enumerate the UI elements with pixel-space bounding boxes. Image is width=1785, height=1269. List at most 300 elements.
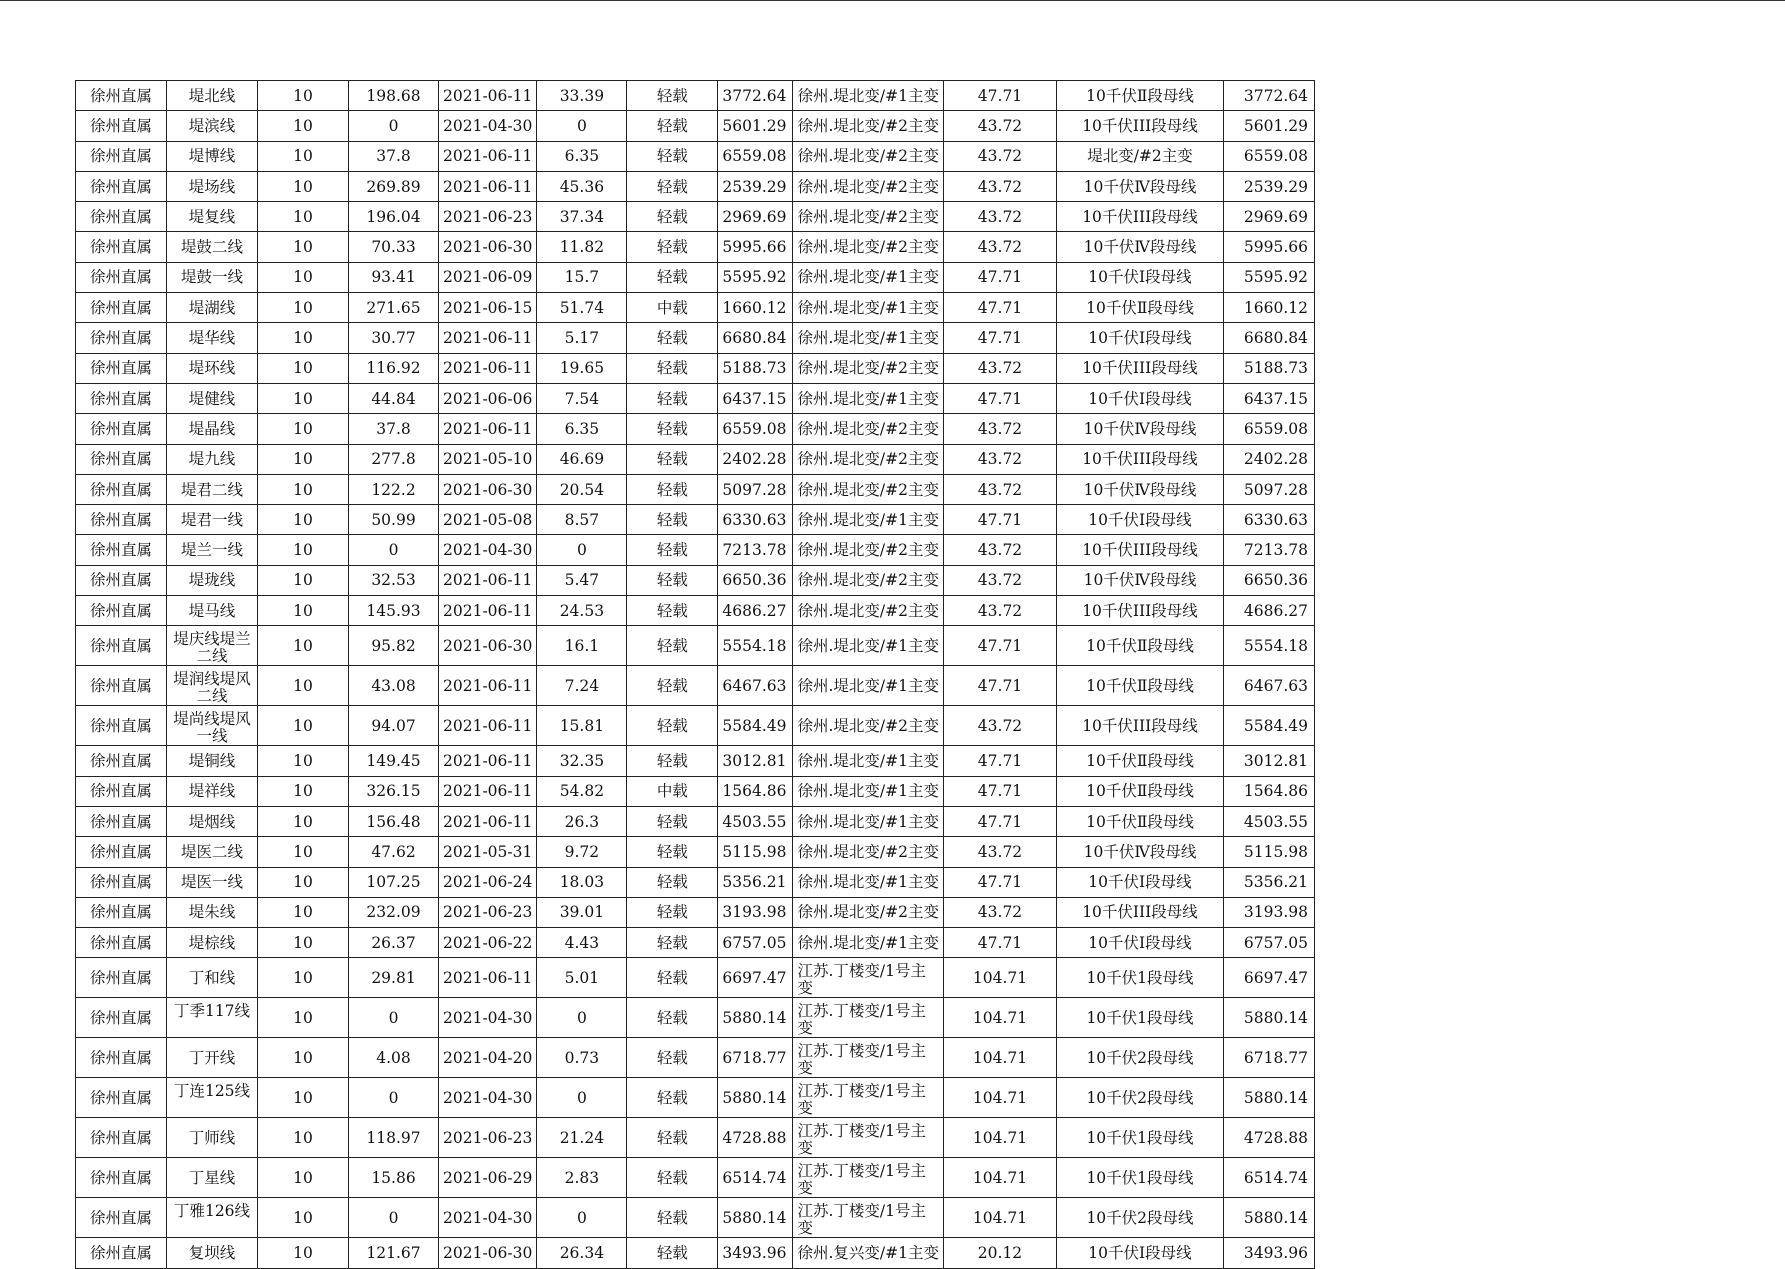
- remaining-capacity-cell: 4503.55: [718, 806, 793, 836]
- table-row: [76, 806, 1315, 836]
- voltage-cell: 10: [258, 1118, 349, 1158]
- table-row: [76, 1198, 1315, 1238]
- table-row: [76, 1118, 1315, 1158]
- voltage-cell: 10: [258, 565, 349, 595]
- load-status-cell: 轻载: [627, 1238, 718, 1268]
- voltage-cell: 10: [258, 1238, 349, 1268]
- transformer-load-rate-cell: 43.72: [943, 141, 1056, 171]
- bus-cell: 10千伏Ⅱ段母线: [1056, 776, 1223, 806]
- load-rate-cell: 0: [537, 535, 627, 565]
- transformer-cell: 江苏.丁楼变/1号主变: [793, 1118, 944, 1158]
- line-name-cell: 堤场线: [167, 171, 258, 201]
- date-cell: 2021-06-15: [439, 293, 537, 323]
- available-capacity-cell: 6757.05: [1223, 928, 1314, 958]
- table-row: [76, 746, 1315, 776]
- unit-cell: 徐州直属: [76, 141, 167, 171]
- transformer-load-rate-cell: 47.71: [943, 626, 1056, 666]
- unit-cell: 徐州直属: [76, 867, 167, 897]
- line-name-cell: 丁和线: [167, 958, 258, 998]
- current-cell: 47.62: [349, 837, 439, 867]
- current-cell: 118.97: [349, 1118, 439, 1158]
- remaining-capacity-cell: 2402.28: [718, 444, 793, 474]
- remaining-capacity-cell: 6757.05: [718, 928, 793, 958]
- transformer-load-rate-cell: 104.71: [943, 958, 1056, 998]
- bus-cell: 堤北变/#2主变: [1056, 141, 1223, 171]
- table-row: [76, 837, 1315, 867]
- load-status-cell: 轻载: [627, 837, 718, 867]
- transformer-cell: 徐州.堤北变/#1主变: [793, 626, 944, 666]
- unit-cell: 徐州直属: [76, 383, 167, 413]
- remaining-capacity-cell: 6330.63: [718, 505, 793, 535]
- current-cell: 0: [349, 998, 439, 1038]
- table-row: [76, 596, 1315, 626]
- voltage-cell: 10: [258, 1158, 349, 1198]
- load-rate-cell: 26.34: [537, 1238, 627, 1268]
- transformer-load-rate-cell: 43.72: [943, 706, 1056, 746]
- current-cell: 44.84: [349, 383, 439, 413]
- date-cell: 2021-04-30: [439, 1198, 537, 1238]
- load-status-cell: 轻载: [627, 232, 718, 262]
- remaining-capacity-cell: 5995.66: [718, 232, 793, 262]
- load-status-cell: 中载: [627, 776, 718, 806]
- bus-cell: 10千伏1段母线: [1056, 1158, 1223, 1198]
- load-rate-cell: 24.53: [537, 596, 627, 626]
- load-status-cell: 轻载: [627, 897, 718, 927]
- unit-cell: 徐州直属: [76, 262, 167, 292]
- line-name-cell: 堤鼓二线: [167, 232, 258, 262]
- unit-cell: 徐州直属: [76, 171, 167, 201]
- current-cell: 37.8: [349, 141, 439, 171]
- transformer-cell: 徐州.复兴变/#1主变: [793, 1238, 944, 1268]
- bus-cell: 10千伏Ⅰ段母线: [1056, 867, 1223, 897]
- available-capacity-cell: 2402.28: [1223, 444, 1314, 474]
- available-capacity-cell: 6330.63: [1223, 505, 1314, 535]
- bus-cell: 10千伏2段母线: [1056, 1078, 1223, 1118]
- load-rate-cell: 8.57: [537, 505, 627, 535]
- available-capacity-cell: 5880.14: [1223, 1078, 1314, 1118]
- bus-cell: 10千伏Ⅱ段母线: [1056, 746, 1223, 776]
- load-rate-cell: 5.01: [537, 958, 627, 998]
- table-row: [76, 171, 1315, 201]
- available-capacity-cell: 6467.63: [1223, 666, 1314, 706]
- date-cell: 2021-06-23: [439, 1118, 537, 1158]
- line-name-cell: 堤祥线: [167, 776, 258, 806]
- bus-cell: 10千伏III段母线: [1056, 897, 1223, 927]
- transformer-load-rate-cell: 43.72: [943, 414, 1056, 444]
- load-rate-cell: 0: [537, 111, 627, 141]
- line-name-cell: 堤九线: [167, 444, 258, 474]
- unit-cell: 徐州直属: [76, 81, 167, 111]
- current-cell: 4.08: [349, 1038, 439, 1078]
- transformer-cell: 徐州.堤北变/#2主变: [793, 837, 944, 867]
- load-rate-cell: 16.1: [537, 626, 627, 666]
- bus-cell: 10千伏Ⅰ段母线: [1056, 323, 1223, 353]
- transformer-cell: 江苏.丁楼变/1号主变: [793, 958, 944, 998]
- table-row: [76, 666, 1315, 706]
- date-cell: 2021-06-23: [439, 897, 537, 927]
- unit-cell: 徐州直属: [76, 1118, 167, 1158]
- date-cell: 2021-06-11: [439, 666, 537, 706]
- remaining-capacity-cell: 1660.12: [718, 293, 793, 323]
- unit-cell: 徐州直属: [76, 111, 167, 141]
- date-cell: 2021-05-31: [439, 837, 537, 867]
- date-cell: 2021-04-20: [439, 1038, 537, 1078]
- transformer-cell: 徐州.堤北变/#1主变: [793, 323, 944, 353]
- bus-cell: 10千伏III段母线: [1056, 353, 1223, 383]
- load-rate-cell: 5.17: [537, 323, 627, 353]
- transformer-cell: 徐州.堤北变/#1主变: [793, 262, 944, 292]
- date-cell: 2021-06-11: [439, 414, 537, 444]
- line-name-cell: 堤兰一线: [167, 535, 258, 565]
- current-cell: 0: [349, 535, 439, 565]
- load-status-cell: 轻载: [627, 1078, 718, 1118]
- remaining-capacity-cell: 5097.28: [718, 474, 793, 504]
- load-status-cell: 轻载: [627, 928, 718, 958]
- load-rate-cell: 45.36: [537, 171, 627, 201]
- date-cell: 2021-06-11: [439, 776, 537, 806]
- load-rate-cell: 51.74: [537, 293, 627, 323]
- available-capacity-cell: 1660.12: [1223, 293, 1314, 323]
- unit-cell: 徐州直属: [76, 596, 167, 626]
- current-cell: 50.99: [349, 505, 439, 535]
- load-status-cell: 轻载: [627, 565, 718, 595]
- available-capacity-cell: 3493.96: [1223, 1238, 1314, 1268]
- voltage-cell: 10: [258, 958, 349, 998]
- bus-cell: 10千伏1段母线: [1056, 958, 1223, 998]
- transformer-cell: 徐州.堤北变/#1主变: [793, 806, 944, 836]
- load-rate-cell: 54.82: [537, 776, 627, 806]
- bus-cell: 10千伏Ⅱ段母线: [1056, 81, 1223, 111]
- date-cell: 2021-06-23: [439, 202, 537, 232]
- load-status-cell: 轻载: [627, 1038, 718, 1078]
- bus-cell: 10千伏2段母线: [1056, 1038, 1223, 1078]
- transformer-load-rate-cell: 43.72: [943, 535, 1056, 565]
- available-capacity-cell: 5601.29: [1223, 111, 1314, 141]
- line-name-cell: 堤北线: [167, 81, 258, 111]
- load-status-cell: 轻载: [627, 626, 718, 666]
- available-capacity-cell: 5356.21: [1223, 867, 1314, 897]
- line-name-cell: 丁雅126线: [167, 1198, 258, 1238]
- remaining-capacity-cell: 4728.88: [718, 1118, 793, 1158]
- table-row: [76, 998, 1315, 1038]
- available-capacity-cell: 2969.69: [1223, 202, 1314, 232]
- remaining-capacity-cell: 5115.98: [718, 837, 793, 867]
- current-cell: 116.92: [349, 353, 439, 383]
- line-name-cell: 堤医二线: [167, 837, 258, 867]
- available-capacity-cell: 3193.98: [1223, 897, 1314, 927]
- load-rate-cell: 0: [537, 1198, 627, 1238]
- transformer-cell: 徐州.堤北变/#2主变: [793, 596, 944, 626]
- load-rate-cell: 7.54: [537, 383, 627, 413]
- load-status-cell: 轻载: [627, 505, 718, 535]
- transformer-cell: 徐州.堤北变/#2主变: [793, 141, 944, 171]
- current-cell: 93.41: [349, 262, 439, 292]
- transformer-load-rate-cell: 43.72: [943, 202, 1056, 232]
- date-cell: 2021-06-22: [439, 928, 537, 958]
- date-cell: 2021-06-06: [439, 383, 537, 413]
- transformer-load-rate-cell: 47.71: [943, 806, 1056, 836]
- remaining-capacity-cell: 1564.86: [718, 776, 793, 806]
- transformer-load-rate-cell: 43.72: [943, 111, 1056, 141]
- load-status-cell: 轻载: [627, 746, 718, 776]
- table-row: [76, 111, 1315, 141]
- transformer-cell: 徐州.堤北变/#2主变: [793, 706, 944, 746]
- date-cell: 2021-06-29: [439, 1158, 537, 1198]
- available-capacity-cell: 5595.92: [1223, 262, 1314, 292]
- remaining-capacity-cell: 3193.98: [718, 897, 793, 927]
- date-cell: 2021-06-11: [439, 958, 537, 998]
- current-cell: 37.8: [349, 414, 439, 444]
- load-status-cell: 轻载: [627, 111, 718, 141]
- voltage-cell: 10: [258, 474, 349, 504]
- transformer-load-rate-cell: 47.71: [943, 505, 1056, 535]
- line-name-cell: 丁连125线: [167, 1078, 258, 1118]
- voltage-cell: 10: [258, 1078, 349, 1118]
- transformer-cell: 徐州.堤北变/#1主变: [793, 746, 944, 776]
- table-row: [76, 293, 1315, 323]
- unit-cell: 徐州直属: [76, 1078, 167, 1118]
- remaining-capacity-cell: 6559.08: [718, 414, 793, 444]
- line-name-cell: 堤湖线: [167, 293, 258, 323]
- load-rate-cell: 0: [537, 1078, 627, 1118]
- remaining-capacity-cell: 3012.81: [718, 746, 793, 776]
- current-cell: 196.04: [349, 202, 439, 232]
- line-name-cell: 丁季117线: [167, 998, 258, 1038]
- transformer-load-rate-cell: 47.71: [943, 262, 1056, 292]
- table-row: [76, 262, 1315, 292]
- transformer-cell: 徐州.堤北变/#2主变: [793, 565, 944, 595]
- load-rate-cell: 6.35: [537, 141, 627, 171]
- unit-cell: 徐州直属: [76, 666, 167, 706]
- table-row: [76, 1078, 1315, 1118]
- unit-cell: 徐州直属: [76, 746, 167, 776]
- line-name-cell: 丁开线: [167, 1038, 258, 1078]
- table-row: [76, 1038, 1315, 1078]
- voltage-cell: 10: [258, 171, 349, 201]
- table-row: [76, 141, 1315, 171]
- unit-cell: 徐州直属: [76, 232, 167, 262]
- current-cell: 277.8: [349, 444, 439, 474]
- load-rate-cell: 7.24: [537, 666, 627, 706]
- unit-cell: 徐州直属: [76, 998, 167, 1038]
- bus-cell: 10千伏Ⅰ段母线: [1056, 262, 1223, 292]
- table-row: [76, 81, 1315, 111]
- transformer-load-rate-cell: 47.71: [943, 81, 1056, 111]
- current-cell: 271.65: [349, 293, 439, 323]
- voltage-cell: 10: [258, 998, 349, 1038]
- table-row: [76, 1238, 1315, 1268]
- load-rate-cell: 11.82: [537, 232, 627, 262]
- transformer-cell: 江苏.丁楼变/1号主变: [793, 1198, 944, 1238]
- transformer-cell: 江苏.丁楼变/1号主变: [793, 1158, 944, 1198]
- transformer-cell: 徐州.堤北变/#2主变: [793, 171, 944, 201]
- remaining-capacity-cell: 5188.73: [718, 353, 793, 383]
- load-status-cell: 轻载: [627, 596, 718, 626]
- transformer-load-rate-cell: 43.72: [943, 474, 1056, 504]
- remaining-capacity-cell: 6467.63: [718, 666, 793, 706]
- line-name-cell: 堤朱线: [167, 897, 258, 927]
- voltage-cell: 10: [258, 706, 349, 746]
- line-name-cell: 堤棕线: [167, 928, 258, 958]
- date-cell: 2021-04-30: [439, 1078, 537, 1118]
- unit-cell: 徐州直属: [76, 474, 167, 504]
- transformer-cell: 徐州.堤北变/#2主变: [793, 474, 944, 504]
- current-cell: 30.77: [349, 323, 439, 353]
- available-capacity-cell: 3012.81: [1223, 746, 1314, 776]
- voltage-cell: 10: [258, 1198, 349, 1238]
- load-status-cell: 轻载: [627, 353, 718, 383]
- load-status-cell: 轻载: [627, 958, 718, 998]
- voltage-cell: 10: [258, 353, 349, 383]
- current-cell: 70.33: [349, 232, 439, 262]
- transformer-load-rate-cell: 47.71: [943, 746, 1056, 776]
- voltage-cell: 10: [258, 262, 349, 292]
- transformer-cell: 徐州.堤北变/#2主变: [793, 414, 944, 444]
- transformer-load-rate-cell: 43.72: [943, 353, 1056, 383]
- date-cell: 2021-06-11: [439, 806, 537, 836]
- bus-cell: 10千伏Ⅱ段母线: [1056, 666, 1223, 706]
- transformer-cell: 徐州.堤北变/#2主变: [793, 202, 944, 232]
- current-cell: 149.45: [349, 746, 439, 776]
- load-rate-cell: 15.81: [537, 706, 627, 746]
- bus-cell: 10千伏Ⅳ段母线: [1056, 565, 1223, 595]
- table-row: [76, 626, 1315, 666]
- load-rate-cell: 33.39: [537, 81, 627, 111]
- table-row: [76, 232, 1315, 262]
- table-body: [76, 81, 1315, 1269]
- unit-cell: 徐州直属: [76, 928, 167, 958]
- voltage-cell: 10: [258, 111, 349, 141]
- date-cell: 2021-06-11: [439, 141, 537, 171]
- unit-cell: 徐州直属: [76, 1198, 167, 1238]
- unit-cell: 徐州直属: [76, 837, 167, 867]
- load-status-cell: 轻载: [627, 171, 718, 201]
- current-cell: 232.09: [349, 897, 439, 927]
- line-name-cell: 堤君二线: [167, 474, 258, 504]
- load-status-cell: 轻载: [627, 323, 718, 353]
- available-capacity-cell: 5880.14: [1223, 998, 1314, 1038]
- transformer-cell: 徐州.堤北变/#1主变: [793, 666, 944, 706]
- date-cell: 2021-06-30: [439, 474, 537, 504]
- voltage-cell: 10: [258, 666, 349, 706]
- voltage-cell: 10: [258, 928, 349, 958]
- remaining-capacity-cell: 5595.92: [718, 262, 793, 292]
- unit-cell: 徐州直属: [76, 706, 167, 746]
- voltage-cell: 10: [258, 806, 349, 836]
- current-cell: 145.93: [349, 596, 439, 626]
- load-rate-cell: 32.35: [537, 746, 627, 776]
- remaining-capacity-cell: 5601.29: [718, 111, 793, 141]
- transformer-cell: 徐州.堤北变/#2主变: [793, 353, 944, 383]
- remaining-capacity-cell: 6559.08: [718, 141, 793, 171]
- unit-cell: 徐州直属: [76, 1238, 167, 1268]
- line-name-cell: 堤医一线: [167, 867, 258, 897]
- transformer-load-rate-cell: 104.71: [943, 1038, 1056, 1078]
- date-cell: 2021-06-11: [439, 171, 537, 201]
- load-status-cell: 轻载: [627, 474, 718, 504]
- available-capacity-cell: 6559.08: [1223, 141, 1314, 171]
- table-row: [76, 474, 1315, 504]
- line-name-cell: 堤博线: [167, 141, 258, 171]
- remaining-capacity-cell: 6680.84: [718, 323, 793, 353]
- current-cell: 121.67: [349, 1238, 439, 1268]
- load-rate-cell: 5.47: [537, 565, 627, 595]
- date-cell: 2021-06-11: [439, 323, 537, 353]
- load-rate-cell: 37.34: [537, 202, 627, 232]
- table-row: [76, 414, 1315, 444]
- transformer-load-rate-cell: 43.72: [943, 565, 1056, 595]
- date-cell: 2021-04-30: [439, 111, 537, 141]
- transformer-cell: 江苏.丁楼变/1号主变: [793, 1038, 944, 1078]
- remaining-capacity-cell: 3493.96: [718, 1238, 793, 1268]
- remaining-capacity-cell: 5554.18: [718, 626, 793, 666]
- table-row: [76, 202, 1315, 232]
- table-row: [76, 535, 1315, 565]
- date-cell: 2021-06-11: [439, 565, 537, 595]
- voltage-cell: 10: [258, 383, 349, 413]
- transformer-load-rate-cell: 47.71: [943, 323, 1056, 353]
- unit-cell: 徐州直属: [76, 323, 167, 353]
- load-status-cell: 轻载: [627, 998, 718, 1038]
- transformer-cell: 徐州.堤北变/#1主变: [793, 867, 944, 897]
- load-rate-cell: 0: [537, 998, 627, 1038]
- transformer-cell: 江苏.丁楼变/1号主变: [793, 1078, 944, 1118]
- voltage-cell: 10: [258, 81, 349, 111]
- voltage-cell: 10: [258, 141, 349, 171]
- current-cell: 122.2: [349, 474, 439, 504]
- load-rate-cell: 9.72: [537, 837, 627, 867]
- transformer-load-rate-cell: 43.72: [943, 897, 1056, 927]
- voltage-cell: 10: [258, 626, 349, 666]
- bus-cell: 10千伏Ⅰ段母线: [1056, 1238, 1223, 1268]
- voltage-cell: 10: [258, 776, 349, 806]
- unit-cell: 徐州直属: [76, 1038, 167, 1078]
- current-cell: 26.37: [349, 928, 439, 958]
- bus-cell: 10千伏1段母线: [1056, 998, 1223, 1038]
- line-name-cell: 堤华线: [167, 323, 258, 353]
- load-rate-cell: 15.7: [537, 262, 627, 292]
- unit-cell: 徐州直属: [76, 806, 167, 836]
- date-cell: 2021-06-11: [439, 746, 537, 776]
- available-capacity-cell: 5188.73: [1223, 353, 1314, 383]
- date-cell: 2021-06-30: [439, 232, 537, 262]
- load-rate-cell: 39.01: [537, 897, 627, 927]
- date-cell: 2021-06-09: [439, 262, 537, 292]
- line-name-cell: 堤鼓一线: [167, 262, 258, 292]
- unit-cell: 徐州直属: [76, 565, 167, 595]
- remaining-capacity-cell: 6697.47: [718, 958, 793, 998]
- remaining-capacity-cell: 5880.14: [718, 1078, 793, 1118]
- load-status-cell: 轻载: [627, 867, 718, 897]
- bus-cell: 10千伏Ⅰ段母线: [1056, 928, 1223, 958]
- transformer-cell: 江苏.丁楼变/1号主变: [793, 998, 944, 1038]
- load-status-cell: 轻载: [627, 81, 718, 111]
- load-rate-cell: 20.54: [537, 474, 627, 504]
- table-row: [76, 928, 1315, 958]
- line-name-cell: 堤健线: [167, 383, 258, 413]
- transformer-load-rate-cell: 104.71: [943, 1158, 1056, 1198]
- date-cell: 2021-05-08: [439, 505, 537, 535]
- current-cell: 269.89: [349, 171, 439, 201]
- remaining-capacity-cell: 4686.27: [718, 596, 793, 626]
- current-cell: 43.08: [349, 666, 439, 706]
- load-status-cell: 轻载: [627, 1198, 718, 1238]
- available-capacity-cell: 4503.55: [1223, 806, 1314, 836]
- table-row: [76, 958, 1315, 998]
- voltage-cell: 10: [258, 867, 349, 897]
- transformer-load-rate-cell: 104.71: [943, 1198, 1056, 1238]
- available-capacity-cell: 6559.08: [1223, 414, 1314, 444]
